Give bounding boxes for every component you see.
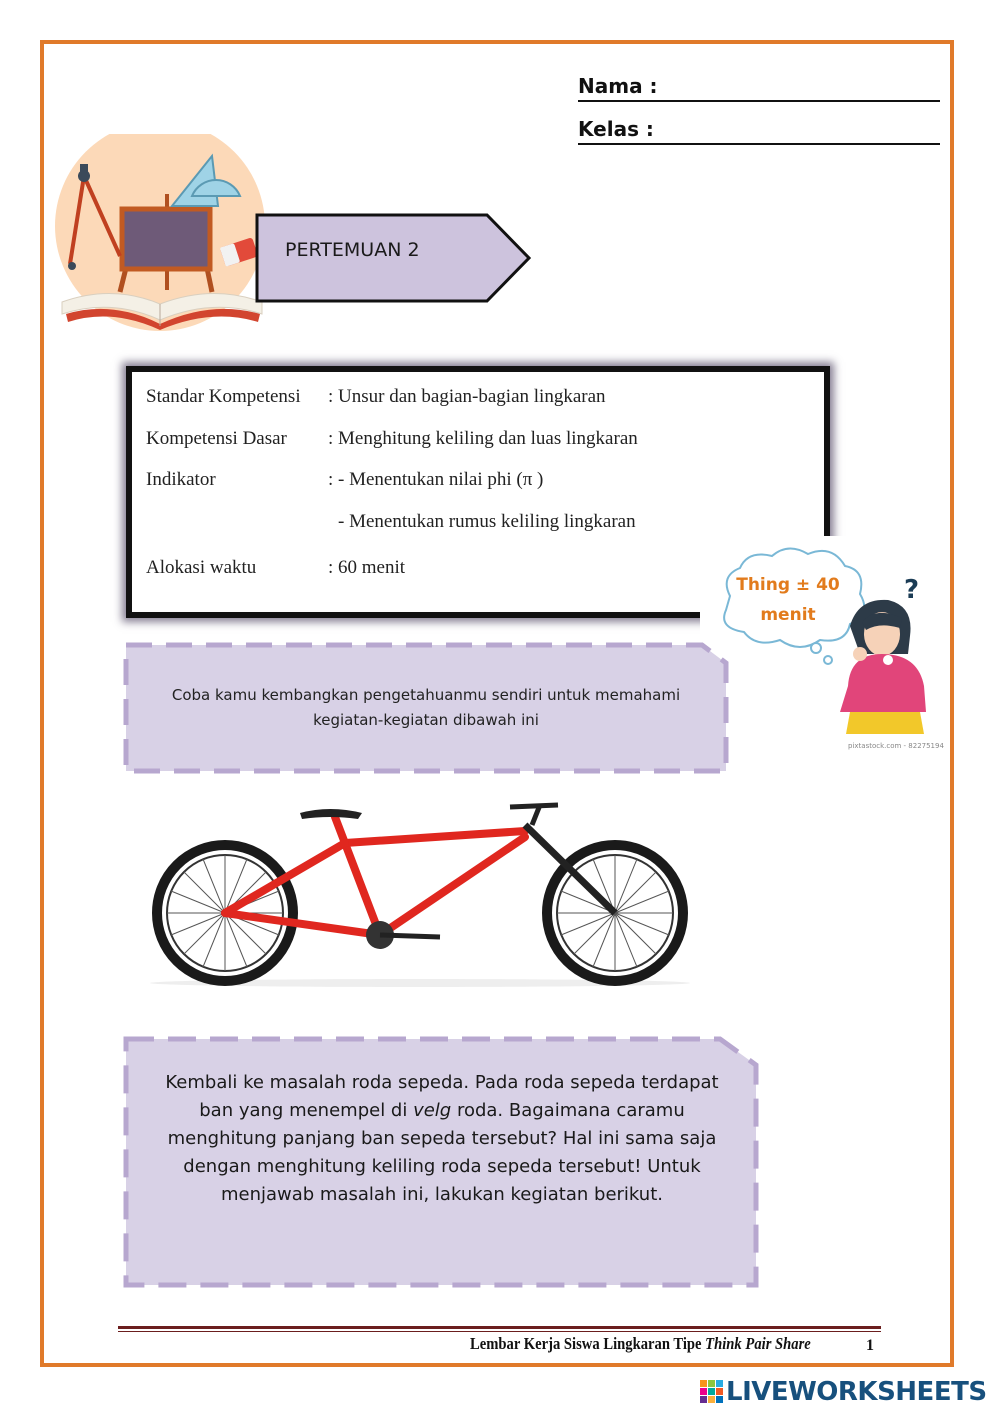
class-field[interactable] bbox=[578, 117, 940, 145]
competency-value: : 60 menit bbox=[328, 557, 406, 578]
intro-text bbox=[162, 683, 690, 733]
thought-cloud-and-girl bbox=[700, 536, 945, 756]
page-number: 1 bbox=[866, 1337, 874, 1354]
think-time-text bbox=[718, 570, 858, 630]
competency-label: Alokasi waktu bbox=[146, 557, 257, 578]
meeting-banner bbox=[255, 213, 531, 303]
competency-label: Kompetensi Dasar bbox=[146, 428, 287, 449]
competency-value: : Menghitung keliling dan luas lingkaran bbox=[328, 428, 638, 449]
competency-value: - Menentukan rumus keliling lingkaran bbox=[338, 511, 636, 532]
bicycle-image bbox=[140, 795, 700, 990]
intro-box bbox=[122, 641, 730, 775]
problem-line: menjawab masalah ini, lakukan kegiatan berikut. bbox=[220, 1184, 663, 1205]
meeting-label: PERTEMUAN 2 bbox=[285, 239, 420, 261]
think-time-line1: Thing ± 40 bbox=[736, 575, 840, 595]
liveworksheets-logo-icon bbox=[700, 1380, 724, 1404]
footer-title-text: Lembar Kerja Siswa Lingkaran Tipe bbox=[470, 1334, 706, 1353]
name-field[interactable] bbox=[578, 74, 940, 102]
think-time-line2: menit bbox=[760, 605, 816, 625]
competency-label: Standar Kompetensi bbox=[146, 386, 301, 407]
math-tools-illustration bbox=[52, 134, 272, 334]
velg-term: velg bbox=[413, 1100, 452, 1121]
class-label: Kelas : bbox=[578, 117, 654, 141]
footer-rule-thin bbox=[118, 1331, 881, 1332]
svg-text:?: ? bbox=[904, 575, 920, 605]
problem-text bbox=[142, 1069, 742, 1209]
problem-line-part: ban yang menempel di bbox=[199, 1100, 414, 1121]
footer-title-italic: Think Pair Share bbox=[705, 1334, 811, 1353]
liveworksheets-text: LIVEWORKSHEETS bbox=[726, 1377, 987, 1407]
liveworksheets-brand[interactable] bbox=[700, 1377, 996, 1409]
problem-line: Kembali ke masalah roda sepeda. Pada roda sepeda terdapat bbox=[165, 1072, 719, 1093]
intro-line: kegiatan-kegiatan dibawah ini bbox=[313, 711, 539, 729]
footer-rule bbox=[118, 1326, 881, 1329]
competency-value: : Unsur dan bagian-bagian lingkaran bbox=[328, 386, 606, 407]
intro-line: Coba kamu kembangkan pengetahuanmu sendiri untuk memahami bbox=[171, 686, 681, 704]
thinking-illustration bbox=[700, 536, 945, 756]
problem-box bbox=[122, 1035, 760, 1289]
problem-line bbox=[142, 1097, 742, 1125]
footer-title bbox=[470, 1334, 811, 1354]
competency-value: : - Menentukan nilai phi (π ) bbox=[328, 469, 544, 490]
problem-line: menghitung panjang ban sepeda tersebut? Hal ini sama saja bbox=[167, 1128, 717, 1149]
problem-line-part: roda. Bagaimana caramu bbox=[451, 1100, 685, 1121]
image-credit: pixtastock.com - 82275194 bbox=[848, 742, 944, 750]
competency-label: Indikator bbox=[146, 469, 216, 490]
name-label: Nama : bbox=[578, 74, 658, 98]
problem-line: dengan menghitung keliling roda sepeda tersebut! Untuk bbox=[183, 1156, 701, 1177]
